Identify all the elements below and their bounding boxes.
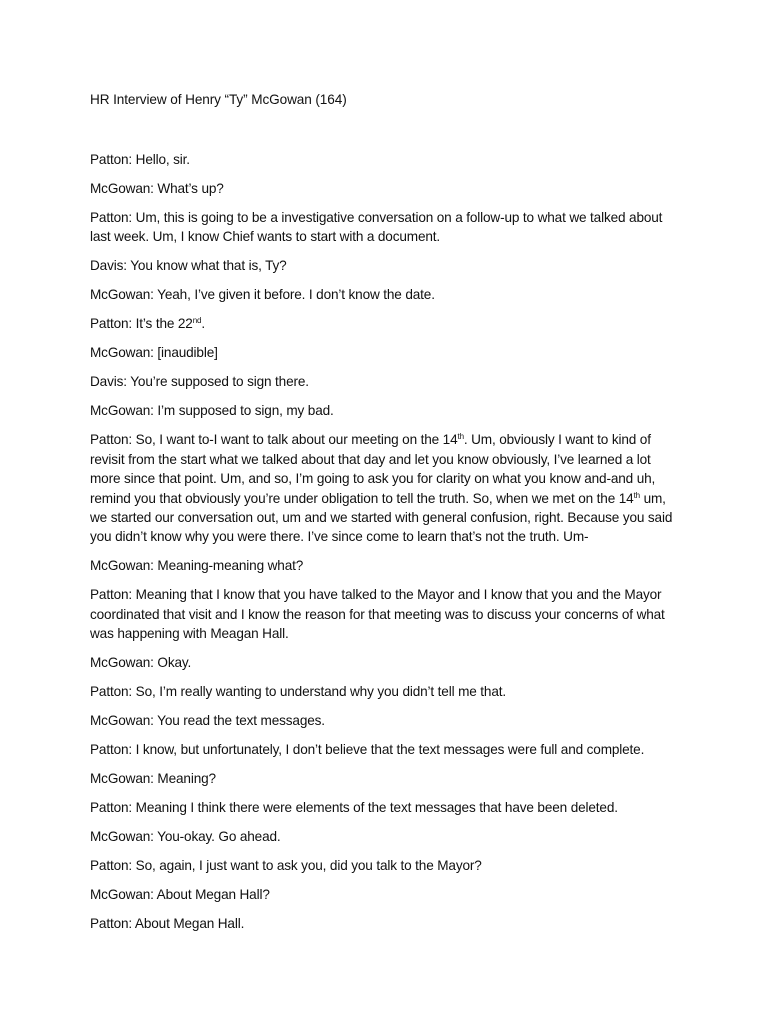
line-text: Okay. [157,655,192,671]
transcript-line [90,150,676,169]
speaker-name: Patton : [90,800,136,815]
transcript-line [90,711,676,730]
line-text: About Megan Hall? [156,887,270,903]
line-text: Hello, sir. [135,152,190,167]
speaker-name: McGowan : [90,655,157,670]
line-text: I’m supposed to sign, my bad. [157,403,334,419]
speaker-name: Davis : [90,374,130,389]
line-text: Meaning I think there were elements of the text messages that have been deleted. [135,800,618,816]
speaker-name: McGowan : [90,558,157,573]
speaker-name: Patton : [90,152,136,167]
speaker-name: McGowan : [90,345,157,360]
line-text: Yeah, I’ve given it before. I don’t know the date. [157,287,435,303]
document-title: HR Interview of Henry “Ty” McGowan (164) [90,92,347,107]
line-text: Um, this is going to be a investigative conversation on a follow-up to what we talked about last week. Um, I know Chief wants to start with a document. [90,210,663,245]
speaker-name: McGowan : [90,403,157,418]
line-text: . Um, obviously I want to kind of revisit from the start what we talked about that day and let you know obviously, I’ve learned a lot more since that point. Um, and so, I’m going to ask you for clarity on what you know and-and uh, remind you that obviously you’re under obligation to tell the truth. So, when we met on the 14 [90,432,656,506]
transcript-line [90,682,676,701]
line-text: You read the text messages. [157,713,325,729]
line-text: [inaudible] [157,345,218,361]
speaker-name: Patton : [90,742,136,757]
transcript-line [90,769,676,788]
line-text: It’s the 22 [135,316,193,332]
line-text: um, we started our conversation out, um and we started with general confusion, right. Because you said you didn’t know why you were there. I’ve since come to learn that’s not the truth. Um- [90,490,673,545]
ordinal-suffix: th [457,432,464,442]
transcript-line [90,256,676,275]
speaker-name: McGowan : [90,887,157,902]
speaker-name: Patton : [90,210,136,225]
speaker-name: Davis : [90,258,130,273]
transcript-line [90,343,676,362]
speaker-name: McGowan : [90,181,157,196]
speaker-name: McGowan : [90,713,157,728]
transcript [90,150,676,943]
line-text: Meaning-meaning what? [157,558,304,574]
line-text: So, again, I just want to ask you, did you talk to the Mayor? [135,858,482,874]
transcript-line [90,556,676,575]
transcript-line [90,856,676,875]
line-text: Meaning that I know that you have talked to the Mayor and I know that you and the Mayor coordinated that visit and I know the reason for that meeting was to discuss your concerns of what was happening with Meagan Hall. [90,587,665,642]
transcript-line [90,827,676,846]
transcript-line [90,798,676,817]
speaker-name: McGowan : [90,287,157,302]
speaker-name: Patton : [90,587,136,602]
line-text: So, I want to-I want to talk about our meeting on the 14 [135,432,458,448]
transcript-line [90,740,676,759]
speaker-name: Patton : [90,916,135,931]
line-text: You know what that is, Ty? [130,258,287,274]
speaker-name: Patton : [90,858,136,873]
line-text: What’s up? [157,181,224,196]
line-text: You’re supposed to sign there. [130,374,309,390]
transcript-line [90,653,676,672]
line-text: About Megan Hall. [134,916,245,932]
speaker-name: McGowan : [90,829,157,844]
transcript-line [90,314,676,333]
ordinal-suffix: nd [192,316,202,326]
line-text: So, I’m really wanting to understand why you didn’t tell me that. [135,684,506,700]
speaker-name: Patton : [90,432,136,447]
line-text: I know, but unfortunately, I don’t believe that the text messages were full and complete. [135,742,645,758]
transcript-line [90,401,676,420]
transcript-line [90,914,676,933]
line-text: You-okay. Go ahead. [157,829,281,845]
line-text: Meaning? [157,771,216,787]
speaker-name: Patton : [90,316,136,331]
transcript-line [90,208,676,247]
transcript-line [90,430,676,546]
line-text: . [201,316,205,332]
speaker-name: McGowan : [90,771,157,786]
transcript-line [90,585,676,643]
transcript-line [90,179,676,198]
ordinal-suffix: th [633,490,640,500]
transcript-line [90,285,676,304]
transcript-line [90,372,676,391]
speaker-name: Patton : [90,684,136,699]
transcript-line [90,885,676,904]
